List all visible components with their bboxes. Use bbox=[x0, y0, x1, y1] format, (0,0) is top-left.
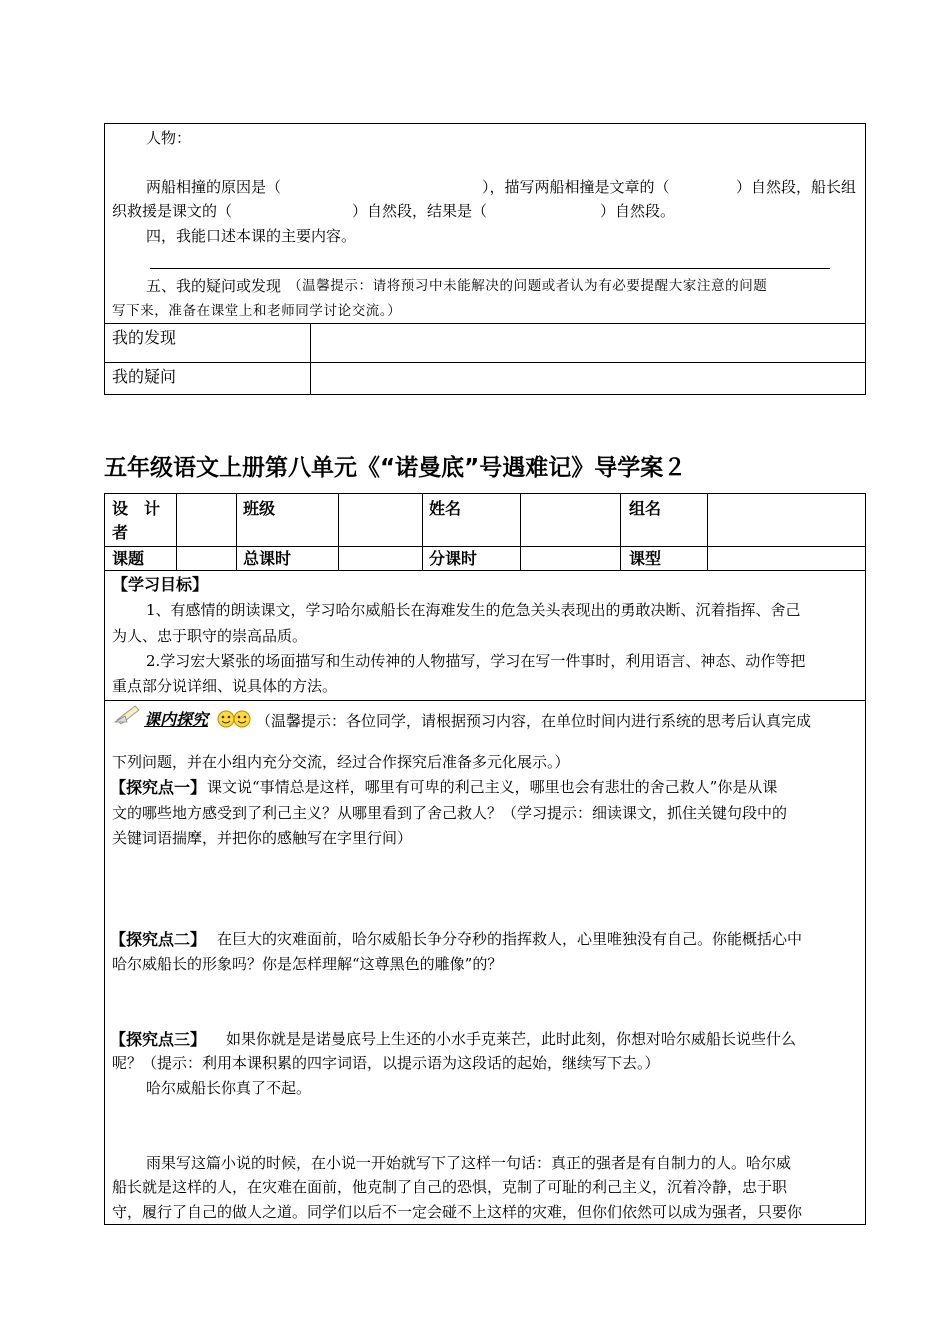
collision-line-c: ）自然段，船长组 bbox=[736, 178, 857, 196]
explore-label: 课内探究 bbox=[144, 710, 209, 729]
point-2b: 哈尔威船长的形象吗？你是怎样理解“这尊黑色的雕像”的？ bbox=[112, 955, 503, 973]
info-divider bbox=[338, 493, 339, 570]
info-divider bbox=[236, 493, 237, 570]
goals-heading: 【学习目标】 bbox=[112, 575, 209, 594]
group-label: 组名 bbox=[629, 499, 662, 518]
writing-line bbox=[150, 268, 830, 269]
explore-hint-b: 下列问题，并在小组内充分交流，经过合作探究后准备多元化展示。） bbox=[112, 753, 570, 771]
point-3c: 哈尔威船长你真了不起。 bbox=[146, 1079, 312, 1097]
info-divider bbox=[422, 493, 423, 570]
info-divider bbox=[104, 570, 866, 571]
designer-label-b: 者 bbox=[112, 523, 129, 542]
lesson-type-label: 课型 bbox=[629, 549, 662, 568]
sub-hours-label: 分课时 bbox=[429, 549, 478, 568]
collision-line-a: 两船相撞的原因是（ bbox=[146, 178, 282, 196]
rescue-line-a: 织救援是课文的（ bbox=[112, 202, 233, 220]
five-hint-b: 写下来，准备在课堂上和老师同学讨论交流。） bbox=[112, 303, 402, 319]
page-title: 五年级语文上册第八单元《“诺曼底”号遇难记》导学案２ bbox=[104, 455, 687, 481]
info-divider bbox=[620, 493, 621, 570]
goal-1a: 1、有感情的朗读课文，学习哈尔威船长在海难发生的危急关头表现出的勇敢决断、沉着指挥、舍己 bbox=[146, 601, 801, 619]
question-label: 我的疑问 bbox=[112, 367, 177, 386]
preview-divider bbox=[104, 362, 866, 363]
info-divider bbox=[520, 493, 521, 570]
name-label: 姓名 bbox=[429, 499, 462, 518]
goal-2a: 2.学习宏大紧张的场面描写和生动传神的人物描写，学习在写一件事时，利用语言、神态、动作等把 bbox=[146, 652, 806, 670]
people-line: 人物： bbox=[146, 129, 192, 147]
preview-divider bbox=[310, 323, 311, 395]
summary-line: 四，我能口述本课的主要内容。 bbox=[146, 227, 357, 245]
point-1-heading: 【探究点一】 bbox=[110, 778, 207, 797]
point-1b: 文的哪些地方感受到了利己主义？从哪里看到了舍己救人？（学习提示：细读课文，抓住关键句段中的 bbox=[112, 804, 788, 822]
info-divider bbox=[104, 546, 866, 547]
ending-a: 雨果写这篇小说的时候，在小说一开始就写下了这样一句话：真正的强者是有自制力的人。哈尔威 bbox=[146, 1154, 792, 1172]
class-label: 班级 bbox=[243, 499, 276, 518]
goal-2b: 重点部分说详细、说具体的方法。 bbox=[112, 677, 338, 695]
five-hint-a: （温馨提示：请将预习中未能解决的问题或者认为有必要提醒大家注意的问题 bbox=[288, 278, 768, 294]
info-divider bbox=[176, 493, 177, 570]
point-1a: 课文说“事情总是这样，哪里有可卑的利己主义，哪里也会有悲壮的舍己救人”你是从课 bbox=[207, 778, 778, 796]
info-divider bbox=[707, 493, 708, 570]
point-3-heading: 【探究点三】 bbox=[110, 1030, 207, 1049]
rescue-line-b: ）自然段，结果是（ bbox=[352, 202, 488, 220]
preview-table bbox=[104, 123, 866, 395]
explore-icon bbox=[113, 702, 143, 726]
point-3a: 如果你就是是诺曼底号上生还的小水手克莱芒，此时此刻，你想对哈尔威船长说些什么 bbox=[226, 1030, 797, 1048]
rescue-line-c: ）自然段。 bbox=[600, 202, 676, 220]
goal-1b: 为人、忠于职守的崇高品质。 bbox=[112, 627, 308, 645]
discovery-label: 我的发现 bbox=[112, 328, 177, 347]
point-3b: 呢？（提示：利用本课积累的四字词语，以提示语为这段话的起始，继续写下去。） bbox=[112, 1054, 660, 1072]
topic-label: 课题 bbox=[112, 549, 145, 568]
collision-line-b: ），描写两船相撞是文章的（ bbox=[482, 178, 670, 196]
point-2a: 在巨大的灾难面前，哈尔威船长争分夺秒的指挥救人，心里唯独没有自己。你能概括心中 bbox=[217, 930, 803, 948]
point-1c: 关键词语揣摩，并把你的感触写在字里行间） bbox=[112, 829, 413, 847]
ending-c: 守，履行了自己的做人之道。同学们以后不一定会碰不上这样的灾难，但你们依然可以成为强者，只要你 bbox=[112, 1203, 803, 1221]
designer-label-a: 设 计 bbox=[112, 499, 161, 518]
total-hours-label: 总课时 bbox=[243, 549, 292, 568]
smile-icon bbox=[216, 709, 254, 729]
point-2-heading: 【探究点二】 bbox=[110, 930, 207, 949]
five-heading: 五、我的疑问或发现 bbox=[146, 277, 282, 295]
ending-b: 船长就是这样的人，在灾难在面前，他克制了自己的恐惧，克制了可耻的利己主义，沉着冷静，忠于职 bbox=[112, 1178, 788, 1196]
info-divider bbox=[104, 700, 866, 701]
explore-hint-a: （温馨提示：各位同学，请根据预习内容，在单位时间内进行系统的思考后认真完成 bbox=[256, 712, 812, 730]
